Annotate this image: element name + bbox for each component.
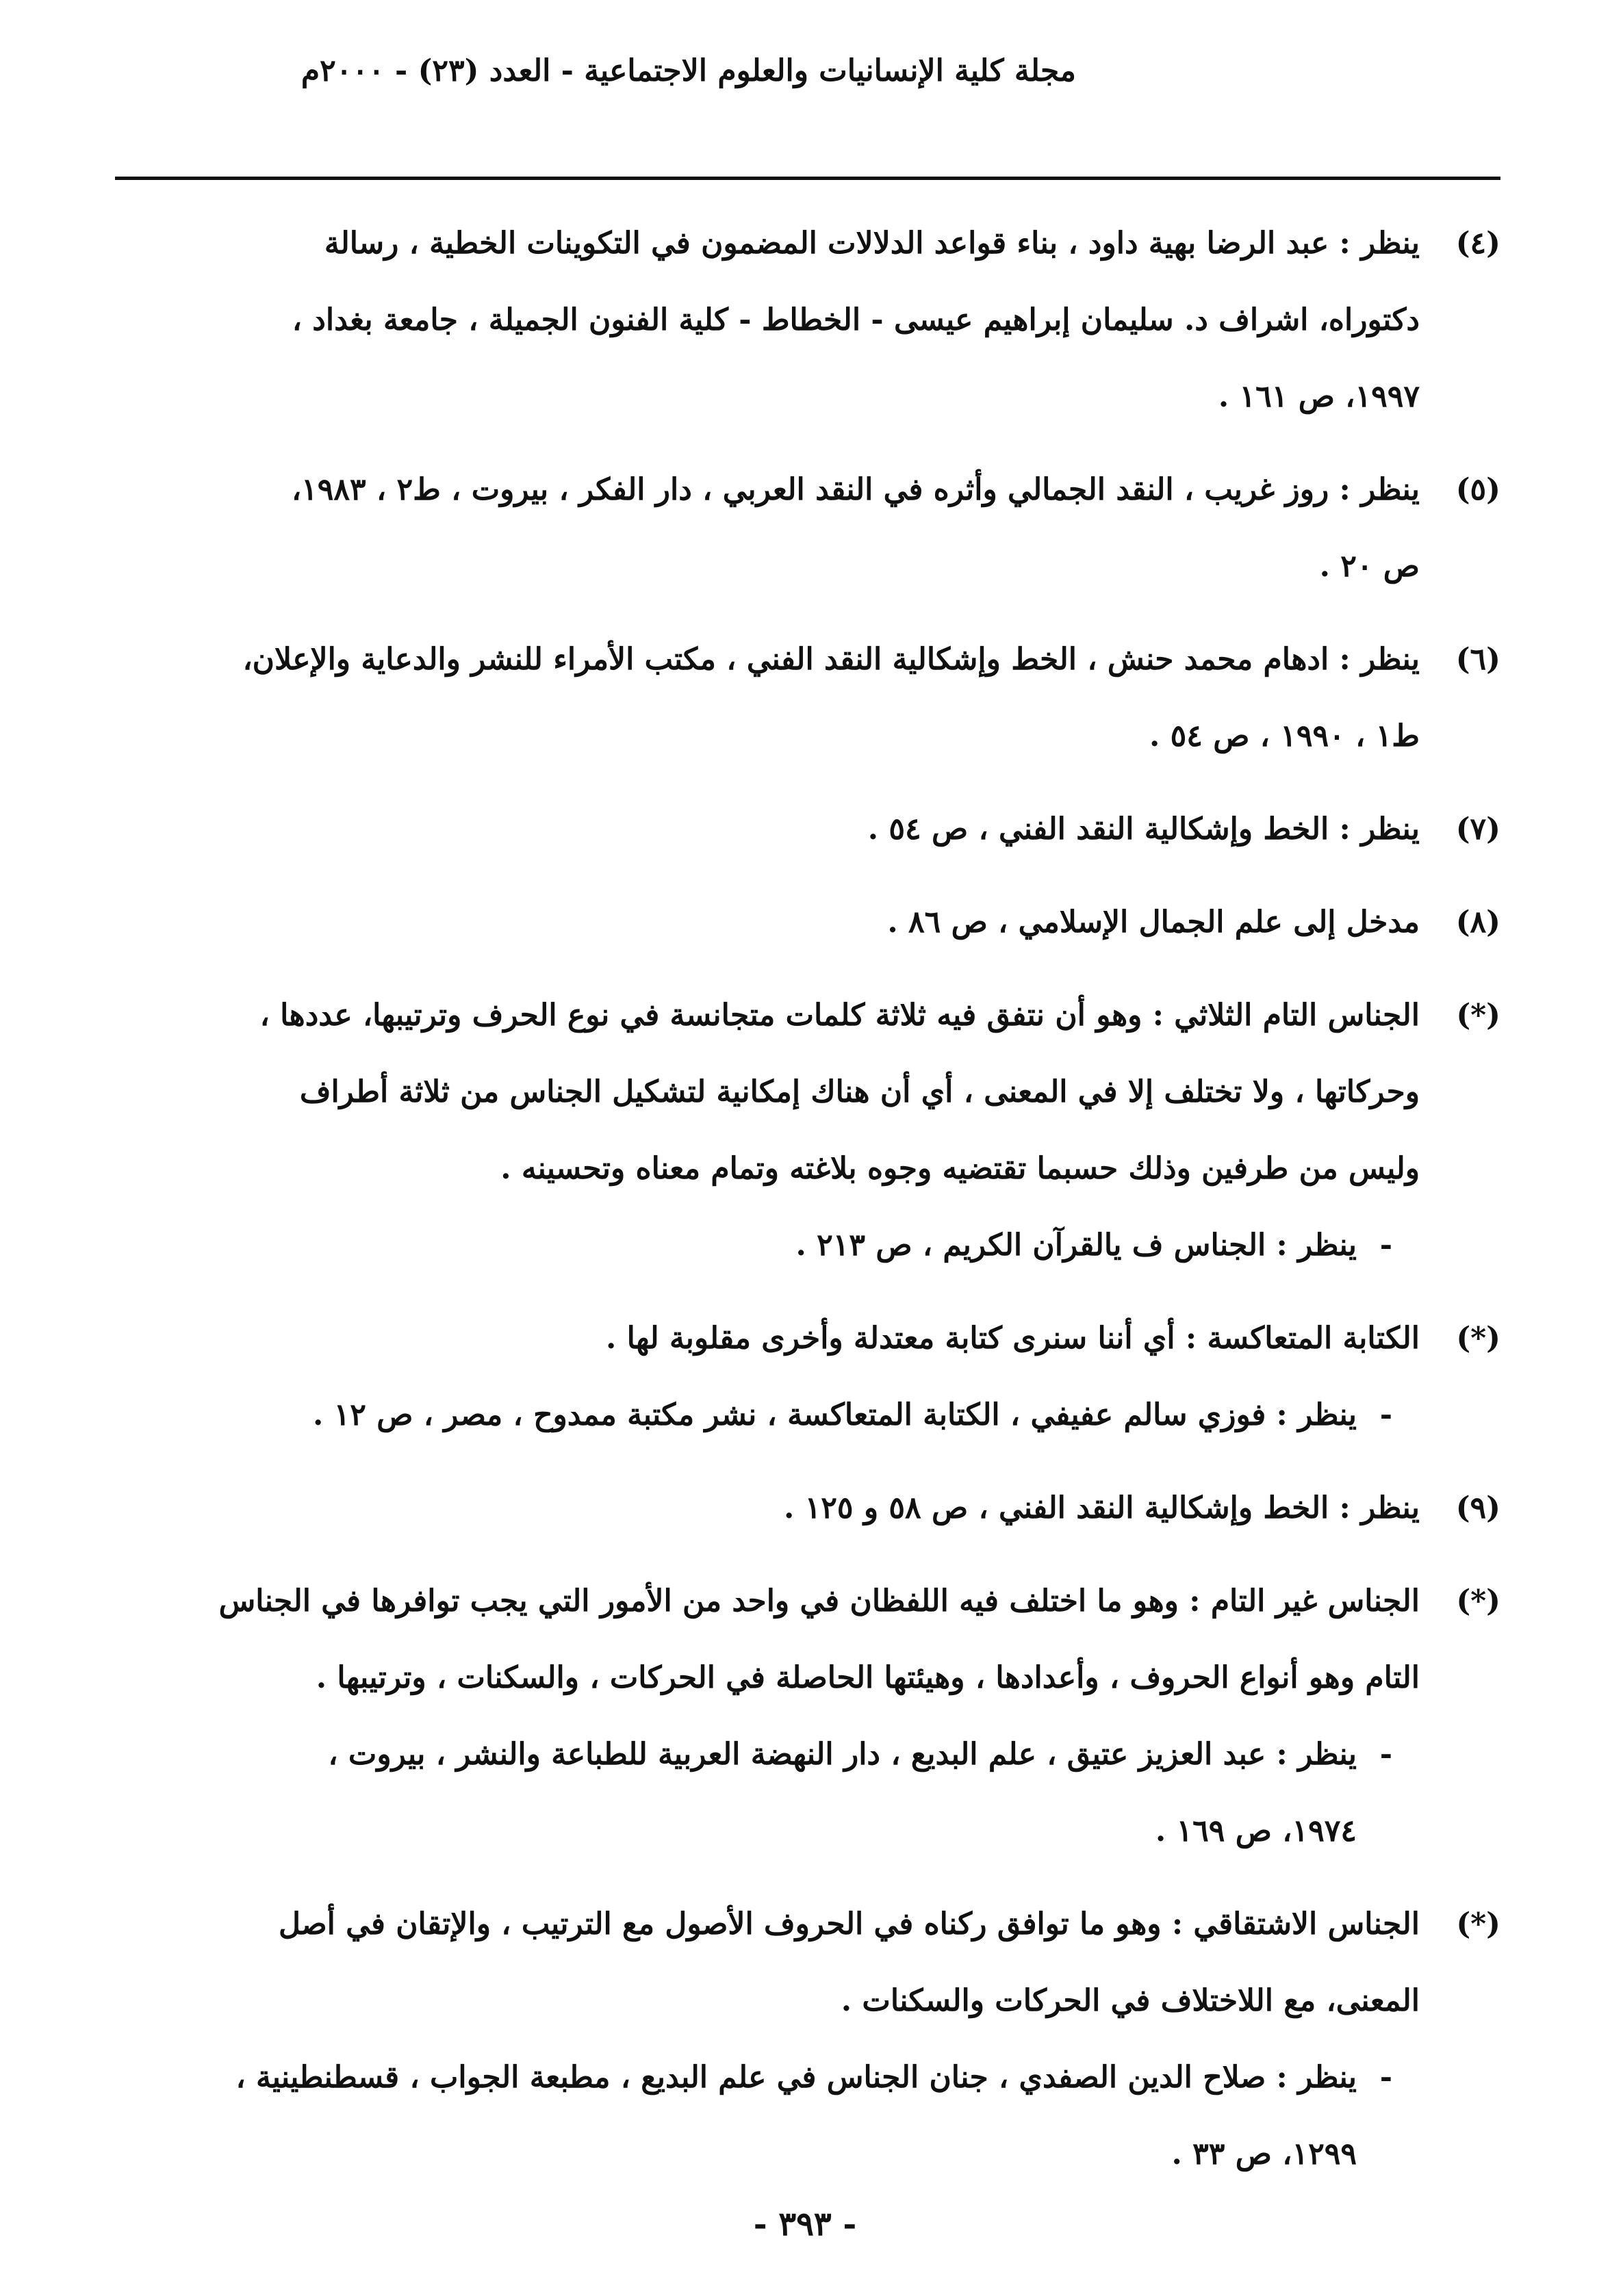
footnote-text-line: ينظر : عبد الرضا بهية داود ، بناء قواعد الدلالات المضمون في التكوينات الخطية ، رسالة — [324, 226, 1420, 261]
footnote-text-line: وحركاتها ، ولا تختلف إلا في المعنى ، أي أن هناك إمكانية لتشكيل الجناس من ثلاثة أطراف — [299, 1074, 1420, 1109]
footnote-number: (٤) — [1455, 226, 1500, 261]
footnote-number: (٧) — [1455, 812, 1500, 847]
footnote-body — [96, 1470, 1420, 1547]
footnotes-list — [96, 205, 1500, 2209]
footnote-text-line: الجناس التام الثلاثي : وهو أن نتفق فيه ثلاثة كلمات متجانسة في نوع الحرف وترتيبها، عددها ، — [259, 998, 1420, 1033]
footnote-body — [96, 205, 1420, 435]
reference-text: ينظر : الجناس ف يالقرآن الكريم ، ص ٢١٣ . — [795, 1228, 1357, 1263]
reference-line — [96, 1793, 1420, 1870]
reference-text: ينظر : فوزي سالم عفيفي ، الكتابة المتعاكسة ، نشر مكتبة ممدوح ، مصر ، ص ١٢ . — [312, 1397, 1357, 1432]
footnote — [96, 621, 1500, 775]
reference-dash: - — [1379, 1737, 1392, 1772]
footnote-text-line: ينظر : الخط وإشكالية النقد الفني ، ص ٥٨ و ١٢٥ . — [783, 1491, 1420, 1525]
reference-text: ينظر : صلاح الدين الصفدي ، جنان الجناس في علم البديع ، مطبعة الجواب ، قسطنطينية ، — [235, 2060, 1357, 2095]
reference-dash: - — [1379, 1228, 1392, 1263]
reference-dash: - — [1379, 2060, 1392, 2095]
footnote-text-line: ط١ ، ١٩٩٠ ، ص ٥٤ . — [1149, 719, 1420, 753]
footnote-text-line: ١٩٩٧، ص ١٦١ . — [1218, 379, 1420, 414]
footnote-body — [96, 621, 1420, 775]
footnote-number: (٨) — [1455, 905, 1500, 940]
footnote-body — [96, 452, 1420, 605]
footnote-body — [96, 1563, 1420, 1870]
footnote — [96, 1300, 1500, 1454]
reference-text: ١٢٩٩، ص ٣٣ . — [1171, 2137, 1357, 2171]
footnote-number: (*) — [1456, 1321, 1500, 1356]
footnote-body — [96, 1886, 1420, 2193]
footnote-number: (*) — [1456, 1907, 1500, 1942]
footnote-text-line: ينظر : ادهام محمد حنش ، الخط وإشكالية النقد الفني ، مكتب الأمراء للنشر والدعاية والإعلان، — [242, 642, 1420, 677]
reference-dash: - — [1379, 1397, 1392, 1432]
footnote — [96, 884, 1500, 961]
reference-line — [96, 2116, 1420, 2193]
footnote — [96, 205, 1500, 435]
reference-line — [96, 2039, 1420, 2116]
footnote — [96, 452, 1500, 605]
footnote — [96, 977, 1500, 1284]
footnote — [96, 1886, 1500, 2193]
footnote-body — [96, 791, 1420, 868]
journal-header-title: مجلة كلية الإنسانيات والعلوم الاجتماعية - العدد (٢٣) - ٢٠٠٠م — [301, 53, 1076, 88]
footnote-text-line: ينظر : الخط وإشكالية النقد الفني ، ص ٥٤ . — [867, 812, 1420, 847]
footnote — [96, 1563, 1500, 1870]
reference-text: ينظر : عبد العزيز عتيق ، علم البديع ، دار النهضة العربية للطباعة والنشر ، بيروت ، — [328, 1737, 1357, 1772]
footnote-text-line: الكتابة المتعاكسة : أي أننا سنرى كتابة معتدلة وأخرى مقلوبة لها . — [605, 1321, 1420, 1356]
footnote-text-line: دكتوراه، اشراف د. سليمان إبراهيم عيسى - الخطاط - كلية الفنون الجميلة ، جامعة بغداد ، — [292, 302, 1420, 337]
footnote-text-line: الجناس الاشتقاقي : وهو ما توافق ركناه في الحروف الأصول مع الترتيب ، والإتقان في أصل — [278, 1907, 1420, 1942]
reference-line — [96, 1716, 1420, 1793]
footnote-number: (٥) — [1455, 472, 1500, 507]
footnote — [96, 1470, 1500, 1547]
header-divider — [115, 177, 1500, 180]
footnote-number: (٦) — [1455, 642, 1500, 677]
footnote — [96, 791, 1500, 868]
reference-line — [96, 1377, 1420, 1454]
reference-line — [96, 1207, 1420, 1284]
footnote-text-line: مدخل إلى علم الجمال الإسلامي ، ص ٨٦ . — [887, 905, 1420, 940]
footnote-body — [96, 884, 1420, 961]
footnote-number: (*) — [1456, 998, 1500, 1033]
footnote-body — [96, 977, 1420, 1284]
footnote-text-line: التام وهو أنواع الحروف ، وأعدادها ، وهيئتها الحاصلة في الحركات ، والسكنات ، وترتيبها . — [316, 1660, 1420, 1695]
footnote-text-line: المعنى، مع اللاختلاف في الحركات والسكنات . — [841, 1983, 1420, 2018]
footnote-number: (*) — [1456, 1584, 1500, 1618]
footnote-body — [96, 1300, 1420, 1454]
footnote-number: (٩) — [1455, 1491, 1500, 1525]
footnote-text-line: ينظر : روز غريب ، النقد الجمالي وأثره في النقد العربي ، دار الفكر ، بيروت ، ط٢ ، ١٩٨٣، — [291, 472, 1420, 507]
footnote-text-line: الجناس غير التام : وهو ما اختلف فيه اللفظان في واحد من الأمور التي يجب توافرها في الجناس — [218, 1584, 1420, 1618]
page-number: - ٣٩٣ - — [753, 2205, 857, 2243]
reference-text: ١٩٧٤، ص ١٦٩ . — [1155, 1814, 1357, 1848]
footnote-text-line: ص ٢٠ . — [1319, 549, 1420, 584]
footnote-text-line: وليس من طرفين وذلك حسبما تقتضيه وجوه بلاغته وتمام معناه وتحسينه . — [500, 1151, 1420, 1186]
